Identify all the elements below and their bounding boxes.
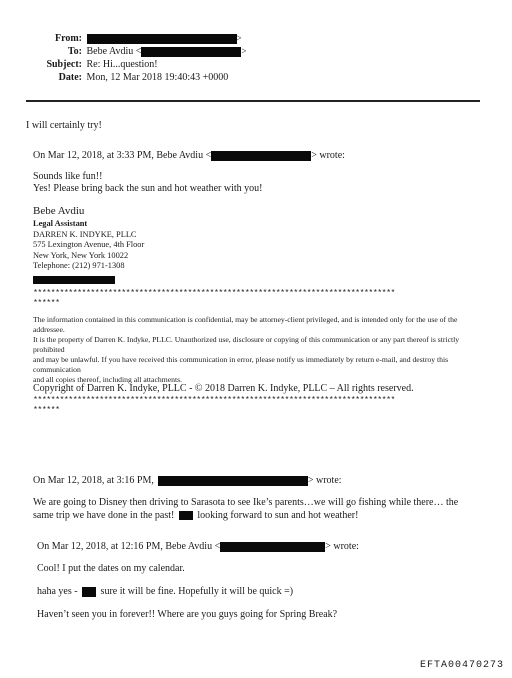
disclaimer-p1a: The information contained in this communication is confidential, may be attorney-client privileged, and is intended only for the use of the [33,315,458,324]
date-label: Date: [58,72,82,83]
disclaimer-p4: and all copies thereof, including all attachments. [33,375,183,384]
to-label: To: [67,46,82,57]
signature-address2: New York, New York 10022 [33,250,129,260]
document-id: EFTA00470273 [419,660,504,671]
disclaimer-p3b: communication [33,365,81,374]
from-label: From: [54,33,82,44]
signature-title: Legal Assistant [33,219,88,228]
quote3-line3: Haven’t seen you in forever!! Where are you guys going for Spring Break? [37,609,338,620]
quote1-attribution [33,149,345,162]
quote3-line2 [37,585,293,598]
disclaimer-p3a: and may be unlawful. If you have received this communication in error, please notify us immediately by return e-mail, and destroy this [33,355,449,364]
quote2-attribution [33,474,342,487]
redaction-block [158,476,308,486]
to-value: Bebe Avdiu < [86,46,142,57]
redaction-block [33,276,115,284]
quote3-line1: Cool! I put the dates on my calendar. [37,563,185,574]
disclaimer-stars-top-cont: ****** [33,299,60,308]
quote3-line2a: haha yes - [37,586,78,597]
signature-phone: Telephone: (212) 971-1308 [33,261,125,270]
quote2-line2 [33,509,358,522]
redaction-block [87,34,237,44]
disclaimer-stars-bottom-cont: ****** [33,406,60,415]
signature-name: Bebe Avdiu [33,205,85,217]
signature-firm: DARREN K. INDYKE, PLLC [33,229,137,239]
disclaimer-p2b: prohibited [33,345,65,354]
quote2-line2a: same trip we have done in the past! [33,510,175,521]
signature-redaction [33,271,115,289]
subject-value: Re: Hi...question! [86,59,158,70]
quote3-intro: On Mar 12, 2018, at 12:16 PM, Bebe Avdiu < [37,541,221,552]
quote3-attribution [37,540,359,553]
disclaimer-p2a: It is the property of Darren K. Indyke, PLLC. Unauthorized use, disclosure or copying of this communication or any part thereof is strictly [33,335,460,344]
quote2-line1: We are going to Disney then driving to Sarasota to see Ike’s parents…we will go fishing while there… the [33,497,459,508]
header-divider [26,100,480,102]
quote2-line2b: looking forward to sun and hot weather! [197,510,359,521]
disclaimer-stars-bottom: ********************************************************************************** [33,396,395,405]
redaction-block [211,151,311,161]
redaction-block [82,587,96,597]
quote2-intro: On Mar 12, 2018, at 3:16 PM, [33,475,154,486]
header-date [40,71,228,84]
date-value: Mon, 12 Mar 2018 19:40:43 +0000 [86,72,229,83]
disclaimer-p1b: addressee. [33,325,65,334]
disclaimer-stars-top: ********************************************************************************** [33,289,395,298]
header-to [40,45,246,58]
quote1-line1: Sounds like fun!! [33,171,103,182]
redaction-block [220,542,325,552]
quote3-line2b: sure it will be fine. Hopefully it will be quick =) [100,586,294,597]
quote1-line2: Yes! Please bring back the sun and hot weather with you! [33,183,263,194]
header-subject [40,58,158,71]
signature-address1: 575 Lexington Avenue, 4th Floor [33,240,145,249]
quote3-wrote: > wrote: [325,541,359,552]
header-from [40,32,242,45]
disclaimer-copyright: Copyright of Darren K. Indyke, PLLC - © 2018 Darren K. Indyke, PLLC – All rights reserved. [33,383,414,394]
redaction-block [141,47,241,57]
reply-text: I will certainly try! [26,120,102,131]
quote2-wrote: > wrote: [307,475,342,486]
angle-close: > [241,46,247,56]
quote1-intro: On Mar 12, 2018, at 3:33 PM, Bebe Avdiu < [33,150,212,161]
angle-close: > [236,33,242,43]
subject-label: Subject: [46,59,82,70]
quote1-wrote: > wrote: [311,150,345,161]
redaction-block [179,511,193,520]
